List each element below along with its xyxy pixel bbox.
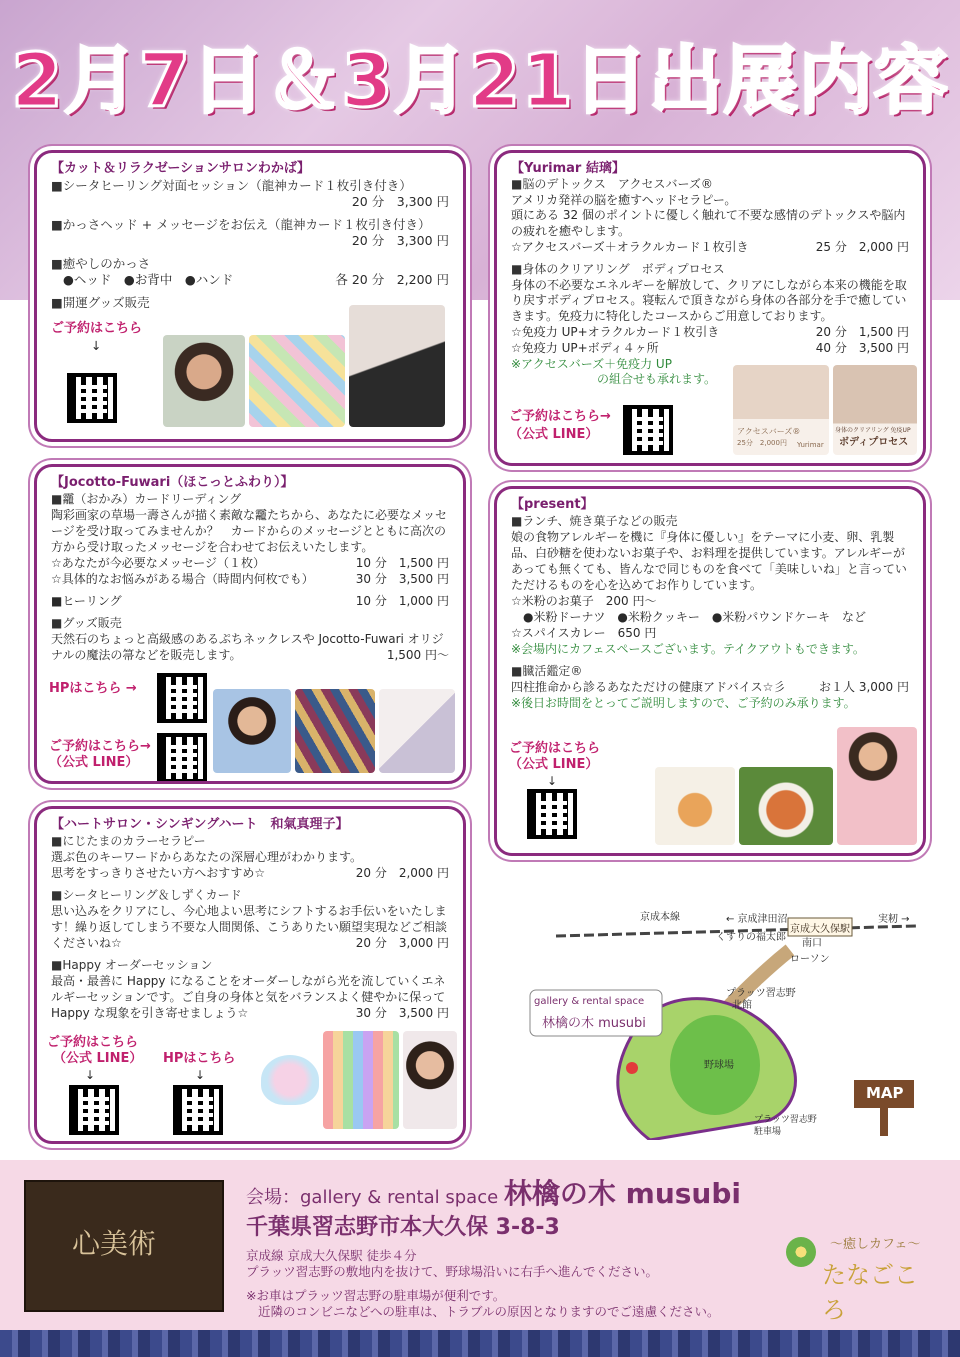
service-theta: ■シータヒーリング対面セッション（龍神カード１枚引き付き） [51, 177, 412, 193]
body-option2: ☆免疫力 UP+ボディ４ヶ所 [511, 340, 659, 355]
service-happy-order: ■Happy オーダーセッション [51, 958, 213, 972]
venue-access2: プラッツ習志野の敷地内を抜けて、野球場沿いに右手へ進んでください。 [246, 1264, 659, 1279]
venue-access1: 京成線 京成大久保駅 徒歩４分 [246, 1248, 417, 1263]
caption-body-clearing: 身体のクリアリング 免疫UP [835, 427, 911, 434]
flower-icon [786, 1237, 816, 1267]
card-present-heading: 【present】 [511, 497, 594, 512]
service-kassa: ■癒やしのかっさ [51, 255, 151, 271]
sweets-list: ●米粉ドーナツ ●米粉クッキー ●米粉パウンドケーキ など [523, 610, 867, 624]
color-therapy-desc: 選ぶ色のキーワードからあなたの深層心理がわかります。 [51, 850, 363, 864]
photo-reader [213, 689, 291, 773]
price-body-option2: 40 分 3,500 円 [815, 340, 909, 355]
kassa-options: ●ヘッド ●お背中 ●ハンド [63, 272, 234, 287]
service-kassa-head: ■かっさヘッド + メッセージをお伝え（龍神カード１枚引き付き） [51, 216, 431, 232]
service-lunch: ■ランチ、焼き菓子などの販売 [511, 514, 678, 528]
service-access-bars: ■脳のデトックス アクセスバーズ® [511, 176, 713, 191]
heart-icon [261, 1055, 319, 1105]
qr-code-reserve[interactable] [67, 373, 117, 423]
caption-body-process: ボディプロセス [839, 437, 909, 448]
theta-shizuku-desc: 思い込みをクリアにし、今心地よい思考にシフトするお手伝いをいたします！繰り返してしまう不要な人間関係、こうありたい願望実現などご相談くださいね☆ [51, 904, 448, 950]
line-label: （公式 LINE） [53, 1051, 143, 1066]
map-field-label: 野球場 [704, 1060, 734, 1071]
hp-label: HPはこちら [163, 1051, 236, 1066]
price-theta: 20 分 3,300 円 [351, 194, 449, 209]
body-process-desc: 身体の不必要なエネルギーを解放して、クリアにしながら本来の機能を取り戻すボディプロセス。寝転んで頂きながら身体の各部分を手で癒していきます。免疫力に特化したコースからご用意しております。 [511, 277, 907, 324]
price-zokatsu: お１人 3,000 円 [819, 680, 909, 694]
zokatsu-desc: 四柱推命から診るあなただけの健康アドバイス☆彡 [511, 680, 786, 694]
price-access-bars: 25 分 2,000 円 [815, 239, 909, 254]
price-color-therapy: 20 分 2,000 円 [355, 866, 449, 880]
qr-code-line[interactable] [527, 789, 577, 839]
arrow-down-icon: ↓ [195, 1068, 206, 1082]
map-east-label: 実籾 → [878, 914, 910, 925]
venue-address: 千葉県習志野市本大久保 3-8-3 [246, 1215, 560, 1240]
footer-band [0, 1330, 960, 1357]
service-okami: ■龗（おかみ）カードリーディング [51, 492, 242, 506]
photo-curry [739, 767, 833, 845]
card-wakaba [34, 150, 466, 442]
venue-name: 林檎の木 musubi [503, 1177, 742, 1210]
lunch-desc: 娘の食物アレルギーを機に『身体に優しい』をテーマに小麦、卵、乳製品、白砂糖を使わないお菓子や、お料理を提供しています。アレルギーがあっても無くても、皆んなで同じものを食べて「美味しいね」と言っていただけるものを心を込めてお作りしています。 [511, 530, 907, 592]
reserve-label: ご予約はこちら [509, 741, 601, 756]
reserve-label: ご予約はこちら [47, 1035, 139, 1050]
venue-note1: ※お車はプラッツ習志野の駐車場が便利です。 [246, 1288, 506, 1303]
venue-note2: 近隣のコンビニなどへの駐車は、トラブルの原因となりますのでご遠慮ください。 [258, 1304, 720, 1319]
venue-prefix: 会場：gallery & rental space [246, 1187, 499, 1208]
card-yurimar [494, 150, 926, 466]
price-theta-shizuku: 20 分 3,000 円 [355, 936, 449, 950]
color-therapy-rec: 思考をすっきりさせたい方へおすすめ☆ [51, 866, 266, 880]
access-bars-desc2: 頭にある 32 個のポイントに優しく触れて不要な感情のデトックスや脳内の疲れを癒やします。 [511, 208, 906, 239]
map-pharmacy-label: くすりの福太郎 [716, 932, 786, 943]
qr-code-line[interactable] [69, 1085, 119, 1135]
card-present [494, 486, 926, 856]
price-goods: 1,500 円〜 [386, 648, 449, 662]
price-kassa-head: 20 分 3,300 円 [351, 233, 449, 248]
photo-massage [349, 305, 445, 427]
service-color-therapy: ■にじたまのカラーセラピー [51, 834, 206, 848]
card-jocotto [34, 464, 466, 784]
price-okami2: 30 分 3,500 円 [355, 572, 449, 586]
card-wakaba-heading: 【カット＆リラクゼーションサロンわかば】 [51, 161, 310, 176]
caption-yurimar: Yurimar [797, 441, 824, 449]
card-singing-heart [34, 806, 466, 1144]
zokatsu-note: ※後日お時間をとってご説明しますので、ご予約のみ承ります。 [511, 696, 856, 710]
photo-color-drops [323, 1031, 399, 1129]
line-label: （公式 LINE） [49, 755, 139, 770]
hp-label: HPはこちら → [49, 681, 137, 696]
qr-code-hp[interactable] [157, 673, 207, 723]
combo-note2: の組合せも承れます。 [597, 372, 717, 387]
card-yurimar-heading: 【Yurimar 結璃】 [511, 161, 625, 176]
map-line-label: 京成本線 [640, 912, 680, 923]
card-jocotto-heading: 【Jocotto-Fuwari（ほこっとふわり）】 [51, 475, 294, 490]
price-body-option1: 20 分 1,500 円 [815, 324, 909, 339]
sweets-price: ☆米粉のお菓子 200 円〜 [511, 594, 657, 608]
photo-body-process [833, 365, 917, 455]
price-happy-order: 30 分 3,500 円 [355, 1006, 449, 1020]
map-sign: MAP [866, 1084, 904, 1102]
caption-access-bars-price: 25分 2,000円 [737, 439, 787, 447]
line-label: （公式 LINE） [509, 757, 599, 772]
line-label: （公式 LINE） [509, 427, 599, 442]
photo-oracle-cards [249, 335, 345, 427]
photo-chef [837, 727, 917, 845]
service-zokatsu: ■臓活鑑定® [511, 664, 583, 678]
qr-code-hp[interactable] [173, 1085, 223, 1135]
card-singing-heart-heading: 【ハートサロン・シンギングハート 和氣真理子】 [51, 817, 349, 832]
okami-option2: ☆具体的なお悩みがある場合（時間内何枚でも） [51, 572, 314, 586]
caption-access-bars: アクセスバーズ® [737, 427, 801, 436]
reserve-label: ご予約はこちら→ [49, 739, 151, 754]
venue-name-line [246, 1172, 741, 1212]
cafe-subtitle: 〜癒しカフェ〜 [830, 1237, 921, 1252]
venue-logo [24, 1180, 224, 1312]
arrow-down-icon: ↓ [91, 337, 102, 353]
combo-note1: ※アクセスバーズ＋免疫力 UP [511, 356, 672, 371]
price-okami1: 10 分 1,500 円 [355, 556, 449, 570]
access-map [520, 880, 940, 1140]
service-healing: ■ヒーリング [51, 594, 122, 608]
map-lawson-label: ローソン [790, 954, 830, 965]
page-title: 2月7日＆3月21日出展内容 [11, 38, 949, 124]
cafe-logo [750, 1205, 940, 1324]
cafe-name: たなごころ [822, 1261, 918, 1324]
happy-order-desc: 最高・最善に Happy になることをオーダーしながら光を流していくエネルギーセッションです。ご自身の身体と気をバランスよく健やかに保って Happy な現象を引き寄せましょう☆ [51, 974, 446, 1020]
arrow-down-icon: ↓ [547, 774, 558, 788]
map-station-label: 京成大久保駅 [790, 924, 850, 935]
reserve-label: ご予約はこちら→ [509, 409, 611, 424]
access-bars-option: ☆アクセスバーズ＋オラクルカード１枚引き [511, 239, 749, 254]
price-kassa: 各 20 分 2,200 円 [335, 272, 449, 287]
service-body-process: ■身体のクリアリング ボディプロセス [511, 261, 725, 276]
qr-code-line[interactable] [623, 405, 673, 455]
map-west-label: ← 京成津田沼 [726, 914, 788, 925]
photo-cards [295, 689, 375, 773]
map-parking-label: プラッツ習志野 [754, 1115, 817, 1125]
arrow-down-icon: ↓ [85, 1068, 96, 1082]
map-exit-label: 南口 [802, 938, 822, 949]
okami-option1: ☆あなたが今必要なメッセージ（１枚） [51, 556, 266, 570]
map-parking-label2: 駐車場 [754, 1127, 782, 1137]
photo-access-bars [733, 365, 829, 455]
goods-desc: 天然石のちょっと高級感のあるぷちネックレスや Jocotto-Fuwari オリジナルの魔法の箒などを販売します。 [51, 632, 444, 662]
curry-price: ☆スパイスカレー 650 円 [511, 626, 657, 640]
service-goods: ■グッズ販売 [51, 616, 122, 630]
photo-necklace [379, 689, 455, 773]
price-healing: 10 分 1,000 円 [355, 594, 449, 608]
photo-therapist [403, 1031, 457, 1129]
photo-sweets [655, 767, 735, 845]
venue-logo-text: 心美術 [72, 1227, 157, 1260]
body-option1: ☆免疫力 UP+オラクルカード１枚引き [511, 324, 720, 339]
cafe-note: ※会場内にカフェスペースございます。テイクアウトもできます。 [511, 642, 865, 656]
map-gallery-label: gallery & rental space [534, 996, 645, 1007]
access-bars-desc1: アメリカ発祥の脳を癒すヘッドセラピー。 [511, 192, 737, 207]
service-theta-shizuku: ■シータヒーリング＆しずくカード [51, 888, 242, 902]
photo-portrait [163, 335, 245, 427]
map-platz-north: 北館 [732, 1000, 752, 1011]
map-gallery-name: 林檎の木 musubi [542, 1016, 646, 1031]
map-platz-label: プラッツ習志野 [726, 988, 796, 999]
service-goods: ■開運グッズ販売 [51, 294, 150, 310]
okami-desc: 陶彩画家の草場一壽さんが描く素敵な龗たちから、あなたに必要なメッセージを受け取ってみませんか？ カードからのメッセージとともに高次の方から受け取ったメッセージを合わせてお伝えいたします。 [51, 508, 448, 554]
reserve-label: ご予約はこちら [51, 321, 143, 336]
qr-code-line[interactable] [157, 733, 207, 783]
